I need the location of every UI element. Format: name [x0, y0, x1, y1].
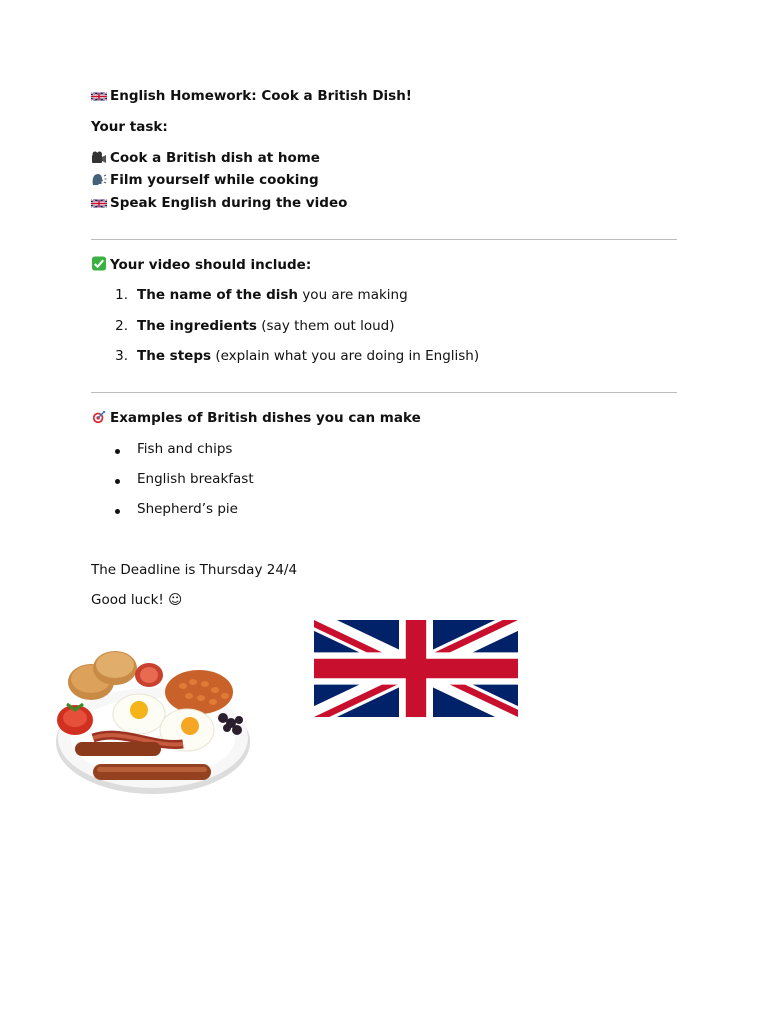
include-heading: Your video should include: — [91, 256, 311, 274]
list-number: 1. — [115, 287, 128, 303]
list-item: Fish and chips — [137, 441, 233, 457]
task-item: Cook a British dish at home — [91, 149, 320, 167]
list-item: Shepherd’s pie — [137, 501, 238, 517]
bullet — [115, 509, 120, 514]
task-heading: Your task: — [91, 119, 168, 135]
document-title: English Homework: Cook a British Dish! — [91, 87, 412, 105]
list-number: 2. — [115, 318, 128, 334]
speaking-head-icon — [91, 173, 107, 186]
examples-heading: Examples of British dishes you can make — [91, 409, 421, 427]
target-icon — [91, 410, 107, 423]
list-item: The steps (explain what you are doing in English) — [137, 348, 480, 364]
good-luck-text: Good luck! ☺ — [91, 592, 183, 608]
uk-flag-image — [314, 620, 518, 717]
bullet — [115, 449, 120, 454]
divider — [91, 392, 677, 393]
list-item: English breakfast — [137, 471, 254, 487]
list-item: The ingredients (say them out loud) — [137, 318, 395, 334]
task-item: Film yourself while cooking — [91, 171, 319, 189]
list-number: 3. — [115, 348, 128, 364]
video-camera-icon — [91, 151, 107, 164]
task-item: Speak English during the video — [91, 194, 347, 212]
list-item: The name of the dish you are making — [137, 287, 408, 303]
english-breakfast-image — [53, 648, 253, 796]
deadline-text: The Deadline is Thursday 24/4 — [91, 562, 298, 578]
uk-flag-icon — [91, 89, 107, 102]
bullet — [115, 479, 120, 484]
check-mark-icon — [91, 256, 107, 269]
divider — [91, 239, 677, 240]
uk-flag-icon — [91, 196, 107, 209]
